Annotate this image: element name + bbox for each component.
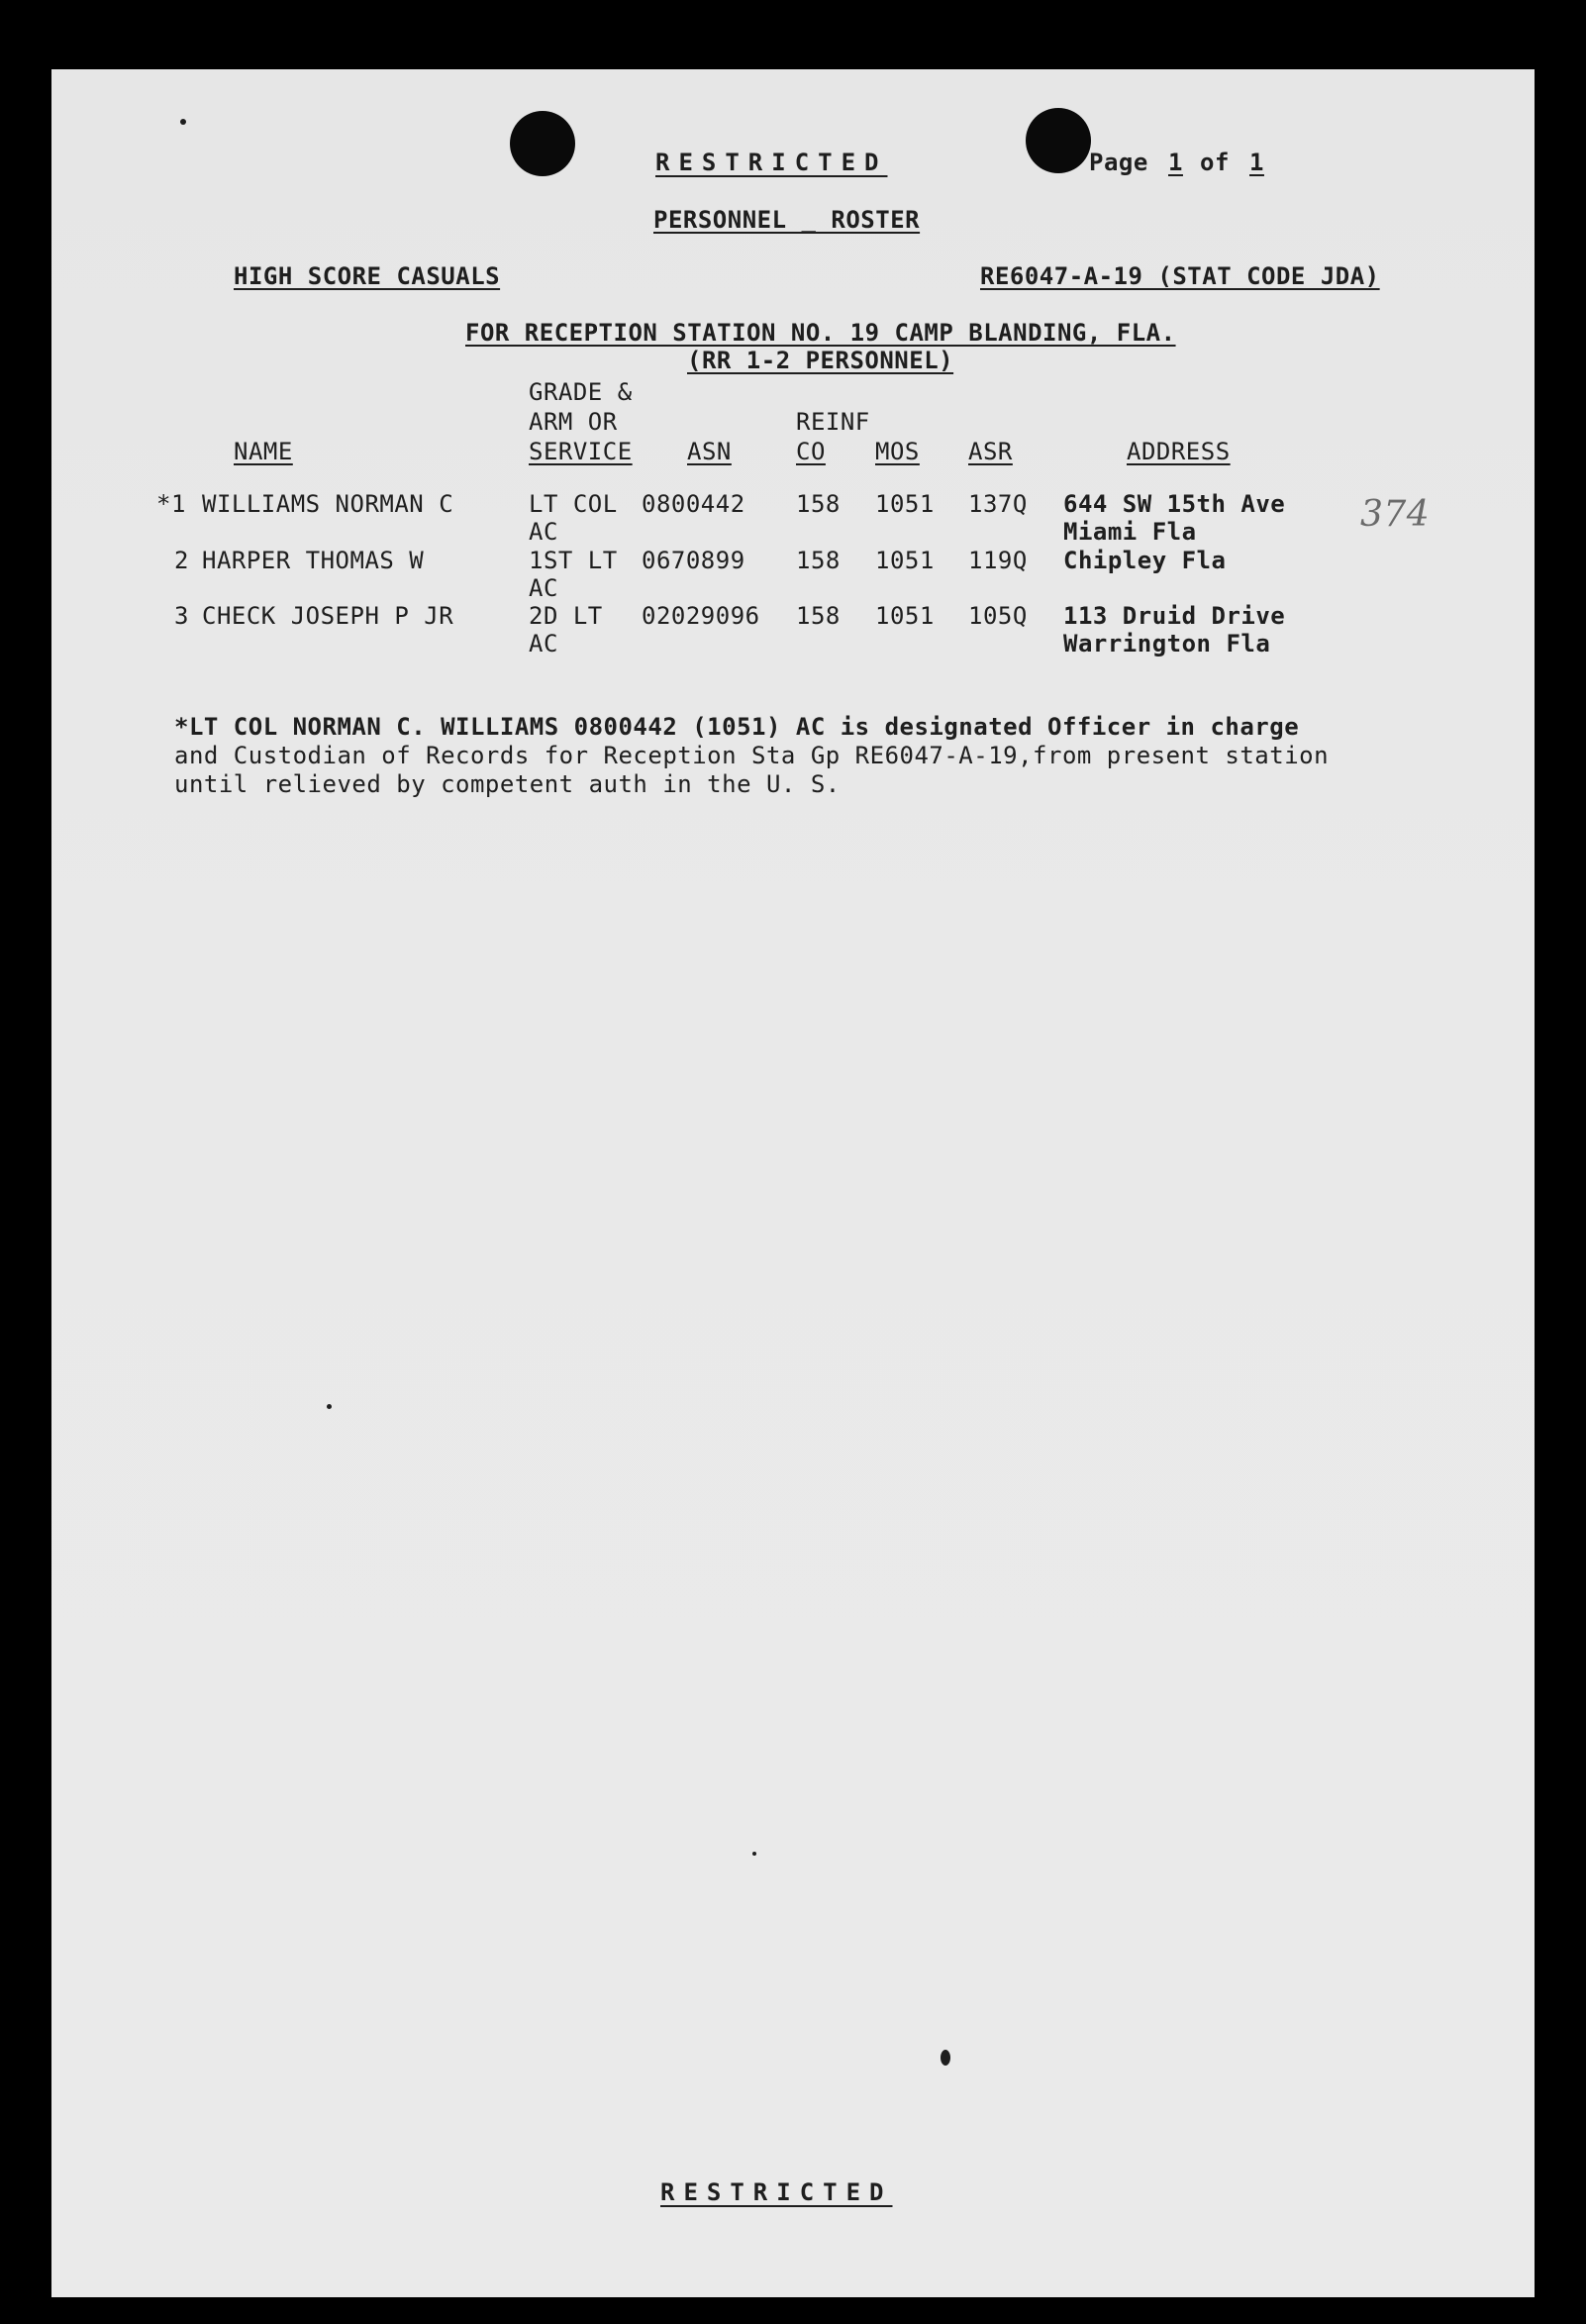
punch-hole-right: [1026, 108, 1091, 173]
left-reference: HIGH SCORE CASUALS: [234, 262, 501, 290]
row-2-asn: 0670899: [642, 547, 745, 574]
station-line: FOR RECEPTION STATION NO. 19 CAMP BLANDING, FLA.: [465, 319, 1176, 347]
row-3-co: 158: [796, 602, 841, 630]
col-grade-line2: ARM OR: [529, 408, 618, 436]
row-3-number: 3: [174, 602, 189, 630]
document-page: [51, 69, 1535, 2297]
row-2-co: 158: [796, 547, 841, 574]
col-asr: ASR: [968, 438, 1013, 465]
row-1-asr: 137Q: [968, 490, 1028, 518]
row-3-address-line1: 113 Druid Drive: [1063, 602, 1286, 630]
row-3-grade: 2D LT: [529, 602, 603, 630]
right-reference: RE6047-A-19 (STAT CODE JDA): [980, 262, 1380, 290]
col-mos: MOS: [875, 438, 920, 465]
col-reinf: REINF: [796, 408, 870, 436]
col-asn: ASN: [687, 438, 732, 465]
row-1-name: WILLIAMS NORMAN C: [202, 490, 454, 518]
row-3-name: CHECK JOSEPH P JR: [202, 602, 454, 630]
row-2-mos: 1051: [875, 547, 935, 574]
row-1-arm: AC: [529, 518, 558, 546]
page-label: Page: [1089, 149, 1148, 176]
row-1-address-line2: Miami Fla: [1063, 518, 1197, 546]
ink-speck: [752, 1852, 756, 1856]
row-2-address-line1: Chipley Fla: [1063, 547, 1227, 574]
footnote-line-2: and Custodian of Records for Reception Sta Gp RE6047-A-19,from present station: [174, 742, 1330, 769]
page-total: 1: [1249, 149, 1264, 176]
ink-speck: [941, 2050, 950, 2066]
footnote-line-1: *LT COL NORMAN C. WILLIAMS 0800442 (1051) AC is designated Officer in charge: [174, 713, 1300, 741]
col-co: CO: [796, 438, 826, 465]
personnel-line: (RR 1-2 PERSONNEL): [687, 347, 954, 374]
ink-speck: [180, 119, 186, 125]
ink-speck: [327, 1404, 332, 1409]
footnote-line-3: until relieved by competent auth in the U. S.: [174, 770, 841, 798]
restricted-bottom: RESTRICTED: [660, 2178, 893, 2206]
page-of: of: [1200, 149, 1230, 176]
restricted-top: RESTRICTED: [655, 149, 888, 176]
row-3-mos: 1051: [875, 602, 935, 630]
row-3-asn: 02029096: [642, 602, 760, 630]
row-2-asr: 119Q: [968, 547, 1028, 574]
punch-hole-left: [510, 111, 575, 176]
row-3-address-line2: Warrington Fla: [1063, 630, 1271, 657]
row-2-arm: AC: [529, 574, 558, 602]
row-1-grade: LT COL: [529, 490, 618, 518]
col-address: ADDRESS: [1127, 438, 1231, 465]
margin-handwritten-number: 374: [1360, 494, 1431, 535]
row-2-number: 2: [174, 547, 189, 574]
page-number: 1: [1168, 149, 1183, 176]
col-name: NAME: [234, 438, 293, 465]
row-1-address-line1: 644 SW 15th Ave: [1063, 490, 1286, 518]
col-grade-line1: GRADE &: [529, 378, 633, 406]
row-3-asr: 105Q: [968, 602, 1028, 630]
col-grade-line3: SERVICE: [529, 438, 633, 465]
row-1-asn: 0800442: [642, 490, 745, 518]
document-title: PERSONNEL _ ROSTER: [653, 206, 921, 234]
row-1-co: 158: [796, 490, 841, 518]
row-2-name: HARPER THOMAS W: [202, 547, 425, 574]
row-2-grade: 1ST LT: [529, 547, 618, 574]
row-1-number: *1: [156, 490, 186, 518]
row-1-mos: 1051: [875, 490, 935, 518]
row-3-arm: AC: [529, 630, 558, 657]
